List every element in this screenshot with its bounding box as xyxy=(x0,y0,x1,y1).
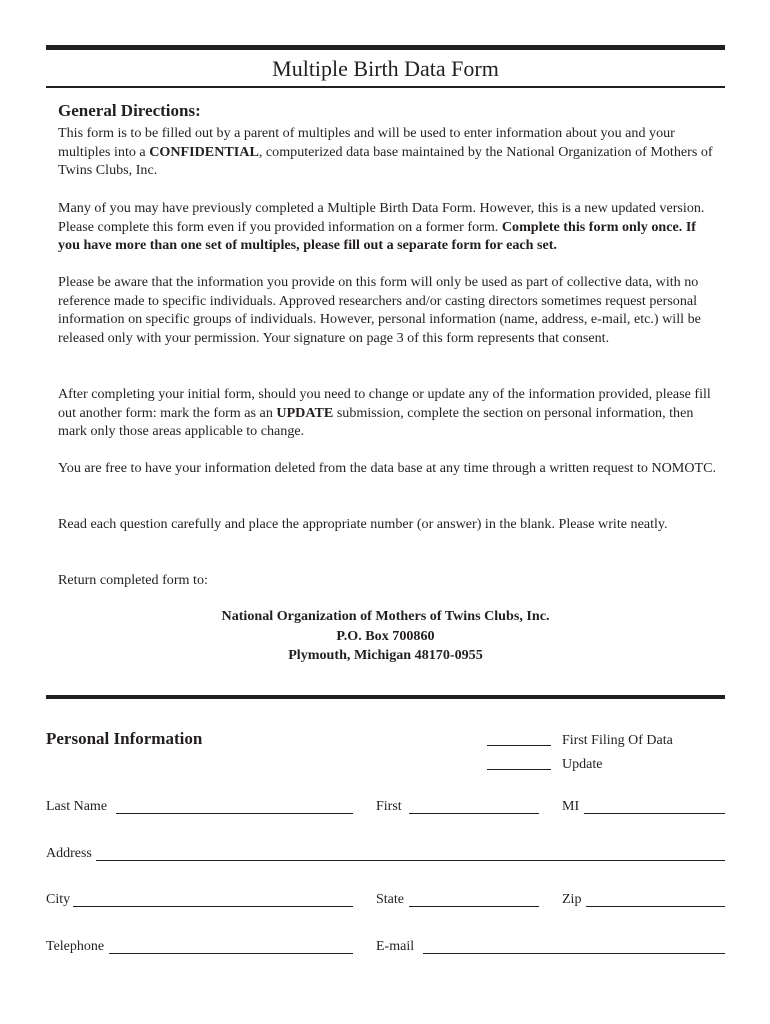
option-first-filing[interactable] xyxy=(487,731,725,751)
first-name-label: First xyxy=(376,799,402,814)
first-name-input[interactable] xyxy=(409,813,539,814)
mi-label: MI xyxy=(562,799,580,814)
city-label: City xyxy=(46,892,71,907)
top-rule xyxy=(46,45,725,50)
first-filing-label: First Filing Of Data xyxy=(562,733,673,748)
state-label: State xyxy=(376,892,404,907)
address-input[interactable] xyxy=(96,860,725,861)
address-line-po-box: P.O. Box 700860 xyxy=(336,627,435,644)
title-underline xyxy=(46,86,725,88)
zip-input[interactable] xyxy=(586,906,725,907)
address-row xyxy=(46,844,725,866)
directions-paragraph-5: You are free to have your information deleted from the data base at any time through a written request to NOMOTC. xyxy=(58,460,717,476)
telephone-input[interactable] xyxy=(109,953,353,954)
directions-paragraph-1: This form is to be filled out by a parent of multiples and will be used to enter information about you and your multiples into a CONFIDENTIAL, computerized data base maintained by the National Organization of Mothers of Twins Clubs, Inc. xyxy=(58,125,713,179)
telephone-label: Telephone xyxy=(46,939,105,954)
directions-heading: General Directions: xyxy=(58,101,201,120)
directions-paragraph-7: Return completed form to: xyxy=(58,572,208,588)
mi-field[interactable] xyxy=(562,797,725,819)
zip-label: Zip xyxy=(562,892,582,907)
return-address xyxy=(46,607,725,666)
first-filing-blank[interactable] xyxy=(487,745,551,746)
directions-paragraph-2: Many of you may have previously completed a Multiple Birth Data Form. However, this is a new updated version. Please complete this form even if you provided information on a former form. Complete this form only once. If you have more than one set of multiples, please fill out a separate form for each set. xyxy=(58,200,705,254)
city-input[interactable] xyxy=(73,906,353,907)
address-line-organization: National Organization of Mothers of Twins Clubs, Inc. xyxy=(221,608,550,624)
last-name-label: Last Name xyxy=(46,799,108,814)
first-name-field[interactable] xyxy=(376,797,539,819)
section-divider xyxy=(46,695,725,699)
name-row xyxy=(46,797,725,819)
form-title: Multiple Birth Data Form xyxy=(272,56,499,81)
address-label: Address xyxy=(46,846,92,861)
personal-info-heading: Personal Information xyxy=(46,729,203,748)
address-line-city: Plymouth, Michigan 48170-0955 xyxy=(288,647,483,663)
email-label: E-mail xyxy=(376,939,415,954)
city-field[interactable] xyxy=(46,890,353,912)
zip-field[interactable] xyxy=(562,890,725,912)
directions-paragraph-4: After completing your initial form, should you need to change or update any of the information provided, please fill out another form: mark the form as an UPDATE submission, complete the section on personal information, then mark only those areas applicable to change. xyxy=(58,386,711,440)
state-field[interactable] xyxy=(376,890,539,912)
contact-row xyxy=(46,937,725,959)
update-blank[interactable] xyxy=(487,769,551,770)
state-input[interactable] xyxy=(409,906,539,907)
option-update[interactable] xyxy=(487,755,725,775)
last-name-field[interactable] xyxy=(46,797,353,819)
email-input[interactable] xyxy=(423,953,725,954)
city-row xyxy=(46,890,725,912)
mi-input[interactable] xyxy=(584,813,725,814)
directions-paragraph-6: Read each question carefully and place the appropriate number (or answer) in the blank. Please write neatly. xyxy=(58,516,668,532)
address-field[interactable] xyxy=(46,844,725,866)
email-field[interactable] xyxy=(376,937,725,959)
update-label: Update xyxy=(562,757,603,772)
directions-paragraph-3: Please be aware that the information you provide on this form will only be used as part of collective data, with no reference made to specific individuals. Approved researchers and/or casting directors sometimes request personal information on specific groups of individuals. However, personal information (name, address, e-mail, etc.) will be released only with your permission. Your signature on page 3 of this form represents that consent. xyxy=(58,274,701,347)
last-name-input[interactable] xyxy=(116,813,353,814)
telephone-field[interactable] xyxy=(46,937,353,959)
